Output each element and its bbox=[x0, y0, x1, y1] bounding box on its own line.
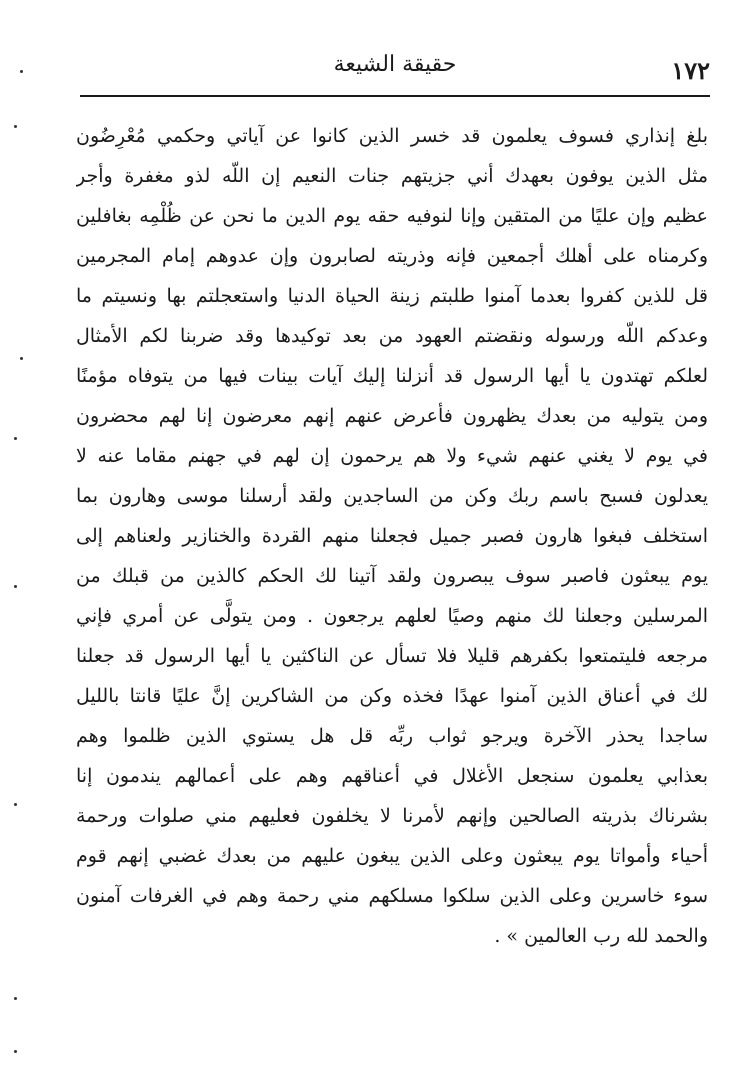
book-title: حقيقة الشيعة bbox=[333, 52, 457, 77]
text-line: لعلكم تهتدون يا أيها الرسول قد أنزلنا إليك آيات بينات فيها من يتوفاه مؤمنًا bbox=[76, 365, 708, 387]
text-line: يعدلون فسبح باسم ربك وكن من الساجدين ولقد أرسلنا موسى وهارون بما bbox=[76, 485, 708, 507]
text-line: لك في أعناق الذين آمنوا عهدًا فخذه وكن من الشاكرين إنَّ عليًا قانتا بالليل bbox=[76, 685, 708, 707]
text-line: بشرناك بذريته الصالحين وإنهم لأمرنا لا يخلفون فعليهم مني صلوات ورحمة bbox=[76, 805, 708, 827]
text-line: أحياء وأمواتا يوم يبعثون وعلى الذين يبغون عليهم من بعدك غضبي إنهم قوم bbox=[76, 845, 708, 867]
scan-speck bbox=[14, 585, 17, 588]
text-line: وكرمناه على أهلك أجمعين فإنه وذريته لصابرون وإن عدوهم إمام المجرمين bbox=[76, 245, 708, 267]
text-line: سوء خاسرين وعلى الذين سلكوا مسلكهم مني رحمة وهم في الغرفات آمنون bbox=[76, 885, 708, 907]
page-body bbox=[76, 116, 708, 956]
text-line: المرسلين وجعلنا لك منهم وصيًا لعلهم يرجعون . ومن يتولَّى عن أمري فإني bbox=[76, 605, 708, 627]
scan-speck bbox=[14, 803, 17, 806]
scan-speck bbox=[14, 997, 17, 1000]
scan-speck bbox=[20, 70, 23, 73]
scan-speck bbox=[14, 125, 17, 128]
text-line: وعدكم اللّه ورسوله ونقضتم العهود من بعد توكيدها وقد ضربنا لكم الأمثال bbox=[76, 325, 708, 347]
header-divider bbox=[80, 95, 710, 97]
text-line: مرجعه فليتمتعوا بكفرهم قليلا فلا تسأل عن الناكثين يا أيها الرسول قد جعلنا bbox=[76, 645, 708, 667]
text-line: استخلف فبغوا هارون فصبر جميل فجعلنا منهم القردة والخنازير ولعناهم إلى bbox=[76, 525, 708, 547]
text-line: يوم يبعثون فاصبر سوف يبصرون ولقد آتينا لك الحكم كالذين من قبلك من bbox=[76, 565, 708, 587]
text-line: والحمد لله رب العالمين » . bbox=[494, 925, 708, 947]
page-header bbox=[80, 48, 710, 94]
scan-speck bbox=[14, 437, 17, 440]
text-line: ومن يتوليه من بعدك يظهرون فأعرض عنهم إنهم معرضون إنا لهم محضرون bbox=[76, 405, 708, 427]
scan-speck bbox=[20, 357, 23, 360]
text-line: ساجدا يحذر الآخرة ويرجو ثواب ربِّه قل هل يستوي الذين ظلموا وهم bbox=[76, 725, 708, 747]
text-line: بلغ إنذاري فسوف يعلمون قد خسر الذين كانوا عن آياتي وحكمي مُعْرِضُون bbox=[76, 125, 708, 147]
page-number: ١٧٢ bbox=[671, 56, 710, 85]
text-line: بعذابي يعلمون سنجعل الأغلال في أعناقهم وهم على أعمالهم يندمون إنا bbox=[76, 765, 708, 787]
text-line: في يوم لا يغني عنهم شيء ولا هم يرحمون إن لهم في جهنم مقاما عنه لا bbox=[76, 445, 708, 467]
text-line: مثل الذين يوفون بعهدك أني جزيتهم جنات النعيم إن اللّه لذو مغفرة وأجر bbox=[76, 165, 708, 187]
text-line: عظيم وإن عليًا من المتقين وإنا لنوفيه حقه يوم الدين ما نحن عن ظُلْمِه بغافلين bbox=[76, 205, 708, 227]
scan-speck bbox=[14, 1050, 17, 1053]
text-line: قل للذين كفروا بعدما آمنوا طلبتم زينة الحياة الدنيا واستعجلتم بها ونسيتم ما bbox=[76, 285, 708, 307]
